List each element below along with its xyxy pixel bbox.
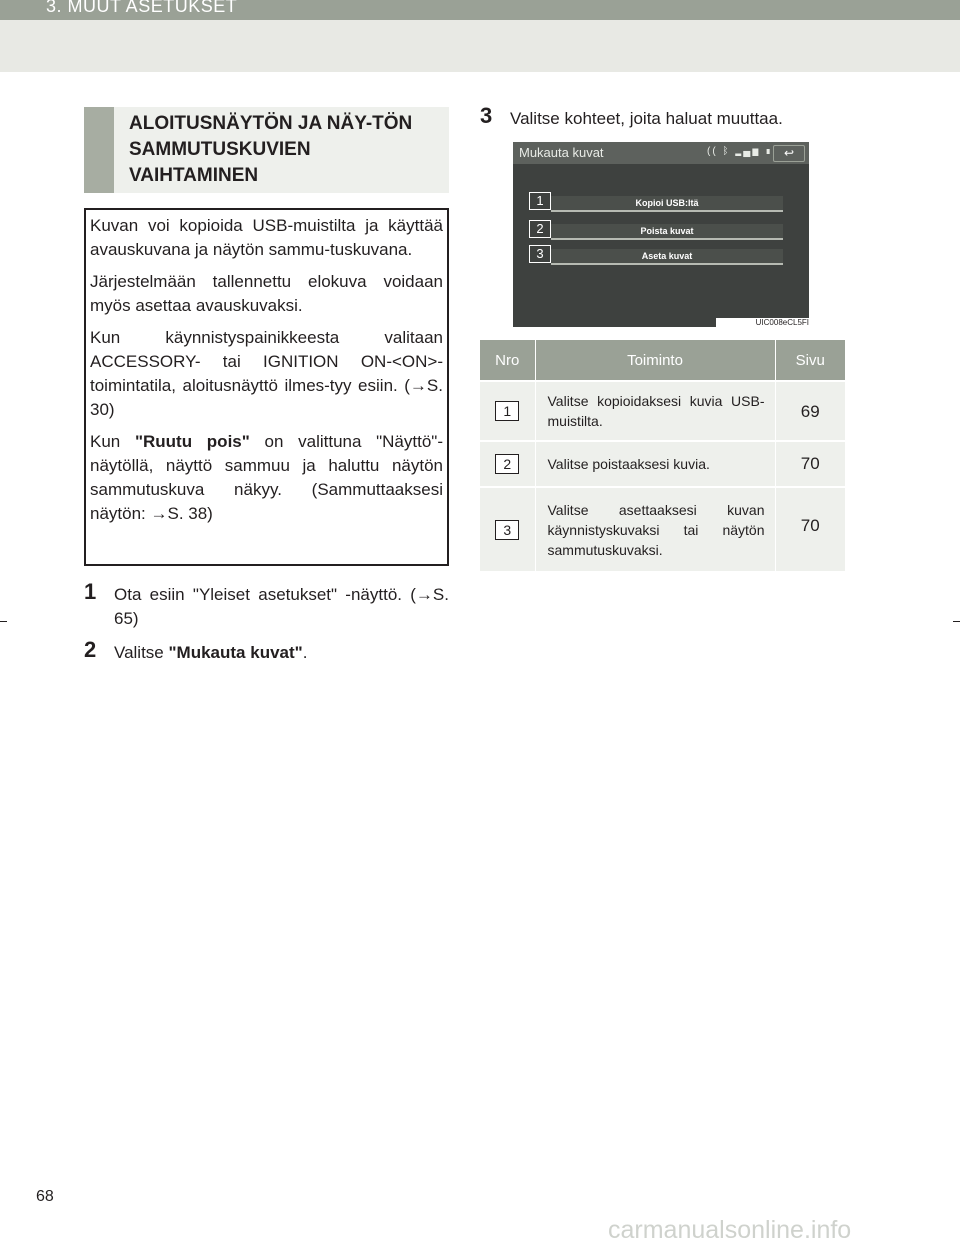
info-paragraph: Kuvan voi kopioida USB-muistilta ja käyttää avauskuvana ja näytön sammu-tuskuvana. [90, 216, 443, 259]
step-number: 2 [84, 637, 97, 662]
crop-mark [953, 621, 960, 622]
step-2 [84, 637, 449, 671]
screen-title-bar [513, 142, 809, 164]
row-number-badge: 2 [495, 454, 519, 474]
row-action: Valitse kopioidaksesi kuvia USB-muistilta. [535, 381, 775, 441]
bluetooth-icon: ᛒ [722, 146, 731, 157]
info-box [84, 208, 449, 566]
mukauta-kuvat-label: "Mukauta kuvat" [168, 643, 303, 662]
row-number-cell [480, 487, 535, 571]
screen-row-1 [529, 192, 783, 210]
info-text: on valittuna "Näyttö"-näytöllä, näyttö sammuu ja haluttu näytön sammutuskuva näkyy. (Sammuttaaksesi näytön: →S. 38) [90, 432, 443, 523]
section-heading-text: ALOITUSNÄYTÖN JA NÄY-TÖN SAMMUTUSKUVIEN VAIHTAMINEN [129, 113, 413, 186]
info-paragraph [90, 430, 443, 526]
step-number: 3 [480, 103, 493, 128]
step-text: Valitse kohteet, joita haluat muuttaa. [510, 109, 783, 128]
ruutu-pois-label: "Ruutu pois" [134, 432, 250, 451]
info-paragraph: Järjestelmään tallennettu elokuva voidaan myös asettaa avauskuvaksi. [90, 272, 443, 315]
chapter-title: 3. MUUT ASETUKSET [46, 0, 238, 16]
row-number-cell [480, 441, 535, 487]
section-heading [84, 107, 449, 193]
chapter-bar [0, 0, 960, 20]
row-page: 69 [775, 381, 845, 441]
back-button[interactable]: ↩ [773, 145, 805, 162]
wifi-icon: (( [707, 146, 718, 157]
header-sivu: Sivu [775, 340, 845, 381]
watermark: carmanualsonline.info [608, 1216, 852, 1244]
row-page: 70 [775, 487, 845, 571]
screen-title: Mukauta kuvat [519, 145, 604, 160]
set-images-button[interactable]: Aseta kuvat [551, 249, 783, 265]
info-text: Kun [90, 432, 135, 451]
step-text-pre: Valitse [114, 643, 169, 662]
table-header-row [480, 340, 845, 381]
copy-from-usb-button[interactable]: Kopioi USB:ltä [551, 196, 783, 212]
step-text [114, 641, 307, 665]
step-3 [480, 103, 845, 137]
callout-badge: 2 [529, 220, 551, 238]
screen-row-2 [529, 220, 783, 238]
row-action: Valitse asettaaksesi kuvan käynnistyskuvaksi tai näytön sammutuskuvaksi. [535, 487, 775, 571]
delete-images-button[interactable]: Poista kuvat [551, 224, 783, 240]
callout-badge: 3 [529, 245, 551, 263]
function-table [480, 340, 845, 571]
row-number-badge: 3 [495, 520, 519, 540]
table-row [480, 441, 845, 487]
info-paragraph: Kun käynnistyspainikkeesta valitaan ACCESSORY- tai IGNITION ON-<ON>-toimintatila, aloitusnäyttö ilmes-tyy esiin. (→S. 30) [90, 328, 443, 419]
image-code: UIC008eCL5FI [716, 318, 809, 327]
page-number: 68 [36, 1188, 54, 1205]
status-icons [707, 146, 773, 157]
table-row [480, 381, 845, 441]
heading-tab [84, 107, 114, 193]
screen-row-3 [529, 245, 783, 263]
step-1 [84, 579, 449, 633]
row-number-badge: 1 [495, 401, 519, 421]
header-toiminto: Toiminto [535, 340, 775, 381]
table-row [480, 487, 845, 571]
battery-icon: ▮ [765, 146, 774, 157]
header-nro: Nro [480, 340, 535, 381]
row-action: Valitse poistaaksesi kuvia. [535, 441, 775, 487]
row-number-cell [480, 381, 535, 441]
crop-mark [0, 621, 7, 622]
step-text: Ota esiin "Yleiset asetukset" -näyttö. (→S. 65) [114, 585, 449, 628]
signal-icon: ▂▄▆ [735, 146, 761, 157]
callout-badge: 1 [529, 192, 551, 210]
row-page: 70 [775, 441, 845, 487]
screen-illustration [513, 142, 809, 327]
step-text-post: . [302, 643, 308, 662]
step-number: 1 [84, 579, 97, 604]
